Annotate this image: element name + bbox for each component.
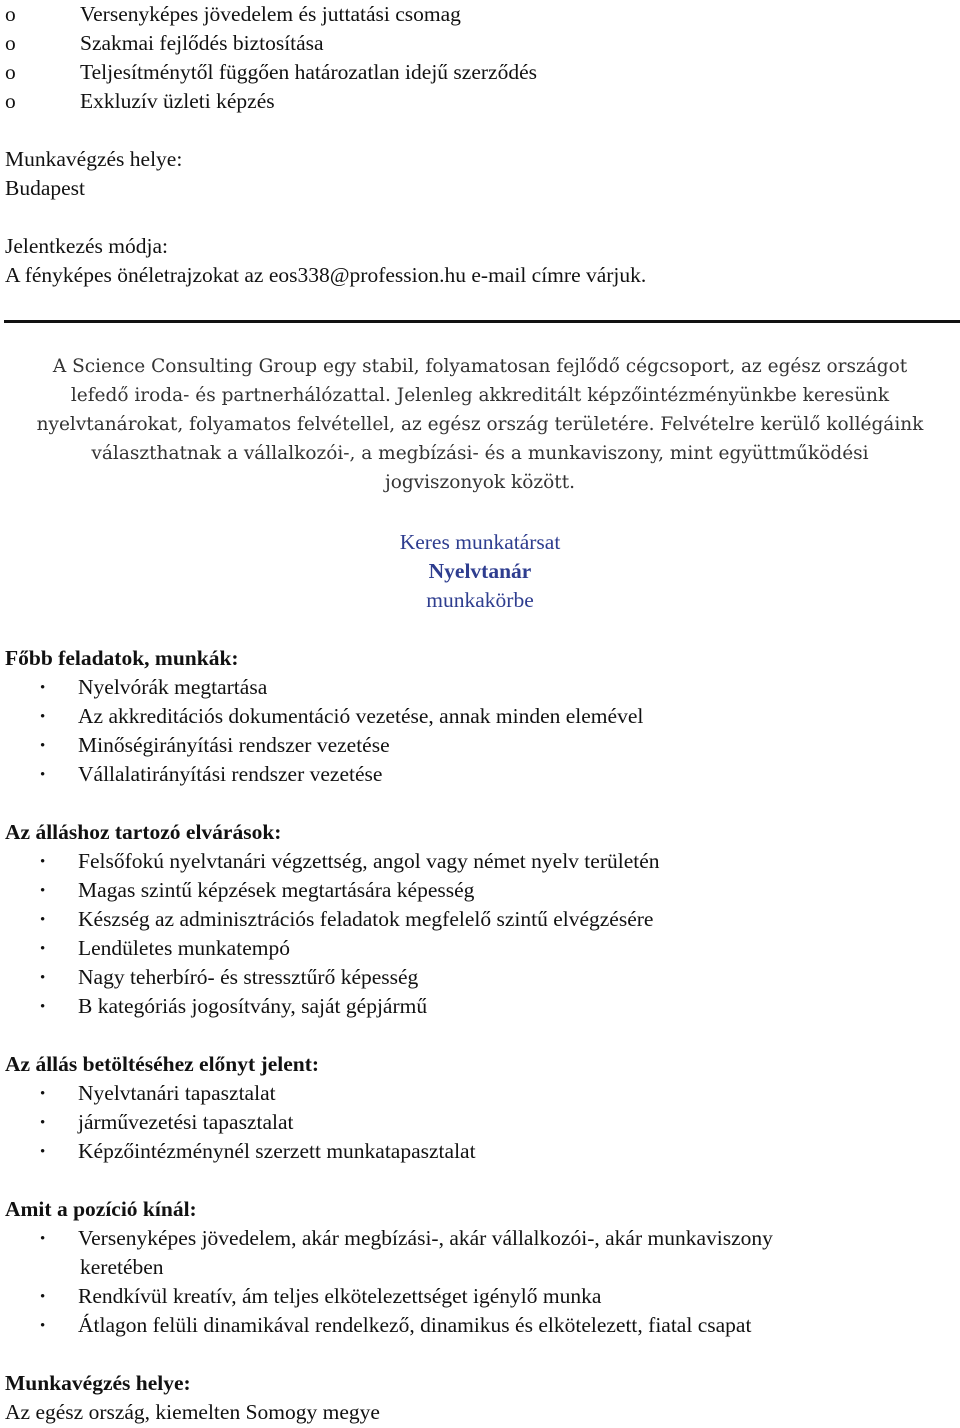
offer-item: • Rendkívül kreatív, ám teljes elkötelezettséget igénylő munka xyxy=(40,1284,602,1308)
offer-heading: Amit a pozíció kínál: xyxy=(5,1197,197,1221)
intro-line: nyelvtanárokat, folyamatos felvétellel, az egész ország területére. Felvételre kerülő kollégáink xyxy=(36,414,924,435)
requirement-item: • Lendületes munkatempó xyxy=(40,936,290,960)
offer-item-continuation: keretében xyxy=(80,1255,164,1279)
advantage-item: • Nyelvtanári tapasztalat xyxy=(40,1081,276,1105)
location-value: Az egész ország, kiemelten Somogy megye xyxy=(5,1400,380,1424)
company-intro xyxy=(0,352,960,497)
requirements-heading: Az álláshoz tartozó elvárások: xyxy=(5,820,282,844)
intro-line: lefedő iroda- és partnerhálózattal. Jelenleg akkreditált képzőintézményünkbe keresünk xyxy=(70,385,890,406)
offer-item: • Átlagon felüli dinamikával rendelkező, dinamikus és elkötelezett, fiatal csapat xyxy=(40,1313,752,1337)
task-item: • Az akkreditációs dokumentáció vezetése, annak minden elemével xyxy=(40,704,644,728)
location-label: Munkavégzés helye: xyxy=(5,147,183,171)
task-item: • Nyelvórák megtartása xyxy=(40,675,268,699)
location-value: Budapest xyxy=(5,176,86,200)
requirement-item: • Magas szintű képzések megtartására képesség xyxy=(40,878,475,902)
intro-line: jogviszonyok között. xyxy=(384,472,576,493)
job-suffix-text: munkakörbe xyxy=(426,588,534,612)
intro-line: választhatnak a vállalkozói-, a megbízási- és a munkaviszony, mint együttműködési xyxy=(91,443,869,464)
job-seeking-text: Keres munkatársat xyxy=(399,530,561,554)
location-heading: Munkavégzés helye: xyxy=(5,1371,191,1395)
requirement-item: • Felsőfokú nyelvtanári végzettség, angol vagy német nyelv területén xyxy=(40,849,660,873)
intro-line: A Science Consulting Group egy stabil, folyamatosan fejlődő cégcsoport, az egész országot xyxy=(52,356,908,377)
offer-list-item: o Teljesítménytől függően határozatlan idejű szerződés xyxy=(5,60,537,84)
task-item: • Minőségirányítási rendszer vezetése xyxy=(40,733,390,757)
advantages-heading: Az állás betöltéséhez előnyt jelent: xyxy=(5,1052,320,1076)
offer-item: • Versenyképes jövedelem, akár megbízási-, akár vállalkozói-, akár munkaviszony xyxy=(40,1226,773,1250)
task-item: • Vállalatirányítási rendszer vezetése xyxy=(40,762,383,786)
tasks-heading: Főbb feladatok, munkák: xyxy=(5,646,239,670)
apply-label: Jelentkezés módja: xyxy=(5,234,168,258)
offer-list-item: o Szakmai fejlődés biztosítása xyxy=(5,31,324,55)
requirement-item: • Nagy teherbíró- és stressztűrő képesség xyxy=(40,965,419,989)
requirement-item: • Készség az adminisztrációs feladatok megfelelő szintű elvégzésére xyxy=(40,907,654,931)
horizontal-divider xyxy=(4,320,960,323)
offer-list-item: o Exkluzív üzleti képzés xyxy=(5,89,275,113)
apply-text[interactable]: A fényképes önéletrajzokat az eos338@profession.hu e-mail címre várjuk. xyxy=(5,263,647,287)
requirement-item: • B kategóriás jogosítvány, saját gépjármű xyxy=(40,994,428,1018)
job-title: Nyelvtanár xyxy=(428,559,532,583)
advantage-item: • Képzőintézménynél szerzett munkatapasztalat xyxy=(40,1139,476,1163)
offer-list-item: o Versenyképes jövedelem és juttatási csomag xyxy=(5,2,461,26)
advantage-item: • járművezetési tapasztalat xyxy=(40,1110,294,1134)
